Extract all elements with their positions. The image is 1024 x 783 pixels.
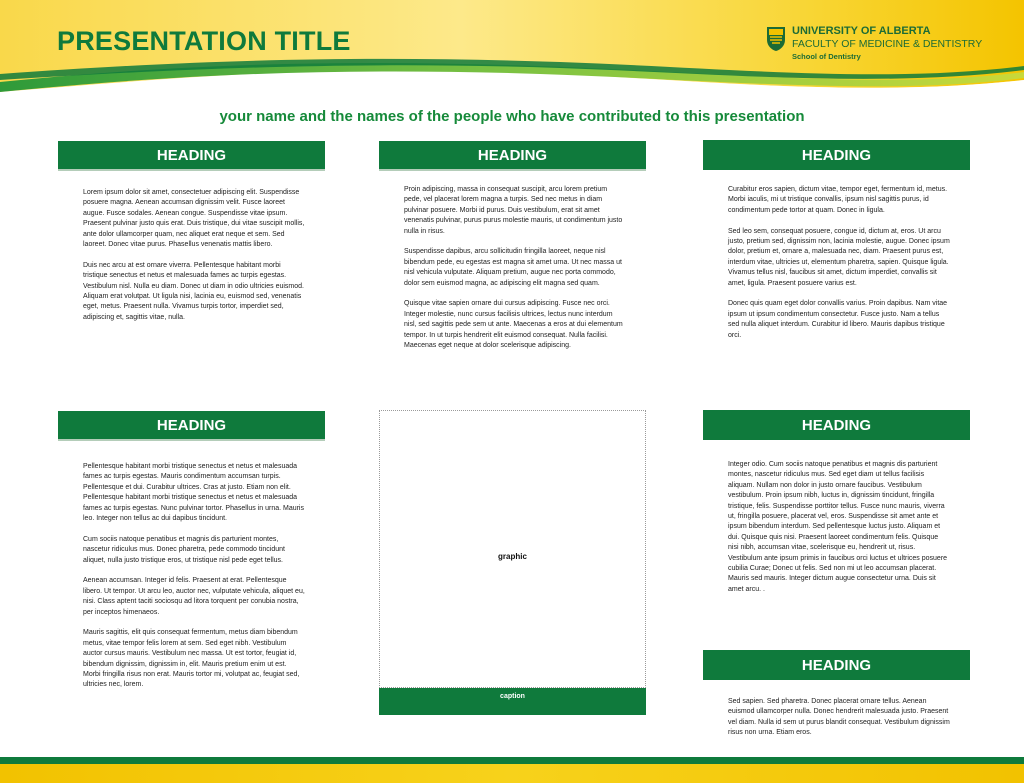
presentation-title: PRESENTATION TITLE xyxy=(57,26,351,56)
top-banner xyxy=(0,0,1024,110)
logo-university-name: UNIVERSITY OF ALBERTA xyxy=(792,25,931,37)
section-4-paragraph-1: Pellentesque habitant morbi tristique senectus et netus et malesuada fames ac turpis egestas. Mauris condimentum accumsan turpis. Pellentesque et dui. Curabitur ultrices. Cras at justo. Etiam non elit. Pellentesque habitant morbi tristique senectus et netus et malesuada fames ac turpis egestas. Nunc pulvinar tortor. Phasellus in urna. Mauris leo. Integer non tellus ac dui dapibus tincidunt. xyxy=(83,463,304,523)
section-3-body xyxy=(728,185,950,351)
section-2-paragraph-1: Proin adipiscing, massa in consequat suscipit, arcu lorem pretium pede, vel placerat lorem magna a turpis. Sed nec metus in diam pulvinar posuere. Morbi id purus. Duis vestibulum, erat sit amet venenatis pulvinar, purus purus molestie mauris, ut condimentum justo nulla in risus. xyxy=(404,186,623,235)
section-3-paragraph-3: Donec quis quam eget dolor convallis varius. Proin dapibus. Nam vitae ipsum ut ipsum condimentum consectetur. Fusce justo. Nam a tellus sed nulla aliquet interdum. Curabitur id libero. Mauris dapibus tristique orci. xyxy=(728,300,948,339)
logo-faculty-name: FACULTY OF MEDICINE & DENTISTRY xyxy=(792,38,983,50)
section-5-paragraph-1: Integer odio. Cum sociis natoque penatibus et magnis dis parturient montes, nascetur ridiculus mus. Sed eget diam ut tellus facilisis aliquam. Nullam non dolor in justo ornare faucibus. Vestibulum vestibulum. Proin ipsum nibh, luctus in, dignissim tincidunt, fringilla tristique, felis. Suspendisse porttitor tellus. Fusce nunc mauris, viverra ut, fringilla posuere, placerat vel, eros. Suspendisse sit amet ante et ipsum bibendum interdum. Sed pellentesque luctus justo. Aliquam et dui. Quisque quis nisi. Praesent laoreet condimentum felis. Quisque nisi nibh, accumsan vitae, scelerisque eu, hendrerit ut, risus. Vestibulum ante ipsum primis in faucibus orci luctus et ultrices posuere cubilia Curae; Donec ut felis. Sed non mi ut leo accumsan placerat. Mauris sed mauris. Integer dictum augue consectetur urna. Duis sit amet arcu. . xyxy=(728,461,948,593)
section-5-heading: HEADING xyxy=(703,410,970,440)
section-1-body xyxy=(83,188,305,334)
university-crest-icon xyxy=(766,26,786,52)
section-4-heading: HEADING xyxy=(58,411,325,441)
section-1-paragraph-2: Duis nec arcu at est ornare viverra. Pellentesque habitant morbi tristique senectus et netus et malesuada fames ac turpis egestas. Vestibulum nisl. Nulla eu diam. Donec ut diam in odio ultricies euismod. Aliquam erat volutpat. Ut ligula nisi, lacinia eu, euismod sed, venenatis eget, metus. Praesent nulla. Vivamus turpis tortor, imperdiet sed, adipiscing et, sagittis vitae, nulla. xyxy=(83,261,304,321)
footer-yellow-stripe xyxy=(0,764,1024,783)
author-line: your name and the names of the people who have contributed to this presentation xyxy=(219,108,805,125)
section-6-paragraph-1: Sed sapien. Sed pharetra. Donec placerat ornare tellus. Aenean euismod ullamcorper nulla. Donec hendrerit malesuada justo. Praesent vel diam. Nulla id sem ut purus blandit consequat. Vestibulum dignissim risus non urna. Etiam eros. xyxy=(728,698,950,737)
section-3-paragraph-1: Curabitur eros sapien, dictum vitae, tempor eget, fermentum id, metus. Morbi iaculis, mi ut tristique convallis, ipsum nisl sagittis purus, id condimentum pede tortor at quam. Donec in ligula. xyxy=(728,186,948,214)
section-1-paragraph-1: Lorem ipsum dolor sit amet, consectetuer adipiscing elit. Suspendisse posuere magna. Aenean accumsan dignissim velit. Fusce laoreet augue. Fusce sodales. Aenean congue. Suspendisse vitae ipsum. Praesent pulvinar justo quis erat. Duis tristique, dui vitae suscipit mollis, ante dolor ullamcorper quam, nec aliquet erat neque et sem. Sed laoreet. Donec vitae purus. Phasellus venenatis mattis libero. xyxy=(83,189,305,249)
section-4-paragraph-4: Mauris sagittis, elit quis consequat fermentum, metus diam bibendum metus, vitae tempor felis lorem at sem. Sed eget nibh. Vestibulum auctor cursus mauris. Vestibulum nec massa. Ut est tortor, feugiat id, bibendum dignissim, dignissim in, elit. Mauris pretium enim ut est. Morbi fringilla risus non erat. Mauris tortor mi, volutpat ac, feugiat sed, ultricies nec, lorem. xyxy=(83,629,300,689)
section-4-paragraph-3: Aenean accumsan. Integer id felis. Praesent at erat. Pellentesque libero. Ut tempor. Ut arcu leo, auctor nec, vulputate vehicula, aliquet eu, nisi. Class aptent taciti sociosqu ad litora torquent per conubia nostra, per inceptos himenaeos. xyxy=(83,577,305,616)
section-4-body xyxy=(83,462,305,701)
footer-bar xyxy=(0,757,1024,783)
graphic-label: graphic xyxy=(498,552,527,561)
section-3-paragraph-2: Sed leo sem, consequat posuere, congue id, dictum at, eros. Ut arcu justo, pretium sed, dignissim non, lacinia molestie, augue. Donec ipsum dolor, pretium et, ornare a, malesuada nec, diam. Praesent purus est, interdum vitae, ultricies ut, elementum pharetra, sapien. Quisque ligula. Vivamus tellus nisl, faucibus sit amet, dictum imperdiet, convallis sit amet, ligula. Praesent posuere varius est. xyxy=(728,227,950,287)
section-4-paragraph-2: Cum sociis natoque penatibus et magnis dis parturient montes, nascetur ridiculus mus. Donec pharetra, pede commodo tincidunt aliquet, nulla justo tristique eros, ut tristique nisl pede eget tellus. xyxy=(83,535,285,564)
section-2-heading: HEADING xyxy=(379,141,646,171)
graphic-caption: caption xyxy=(379,688,646,715)
section-1-heading: HEADING xyxy=(58,141,325,171)
section-2-paragraph-3: Quisque vitae sapien ornare dui cursus adipiscing. Fusce nec orci. Integer molestie, nunc cursus facilisis ultrices, lectus nunc interdum nisl, sed sagittis pede sem ut ante. Maecenas a eros at dui elementum tempor. In ut turpis hendrerit elit euismod consequat. Nulla facilisi. Maecenas eget neque at dolor scelerisque adipiscing. xyxy=(404,300,623,350)
logo-school-name: School of Dentistry xyxy=(792,52,861,61)
footer-green-stripe xyxy=(0,757,1024,764)
graphic-placeholder[interactable] xyxy=(379,410,646,688)
section-6-heading: HEADING xyxy=(703,650,970,680)
section-6-body xyxy=(728,697,950,749)
section-2-paragraph-2: Suspendisse dapibus, arcu sollicitudin fringilla laoreet, neque nisl bibendum pede, eu egestas est magna sit amet urna. Ut nec massa ut nisl vehicula vulputate. Aliquam pretium, augue nec porta commodo, dolor sem euismod magna, ac adipiscing elit magna sed quam. xyxy=(404,248,622,287)
section-5-body xyxy=(728,460,950,606)
section-3-heading: HEADING xyxy=(703,140,970,170)
section-2-body xyxy=(404,185,626,362)
